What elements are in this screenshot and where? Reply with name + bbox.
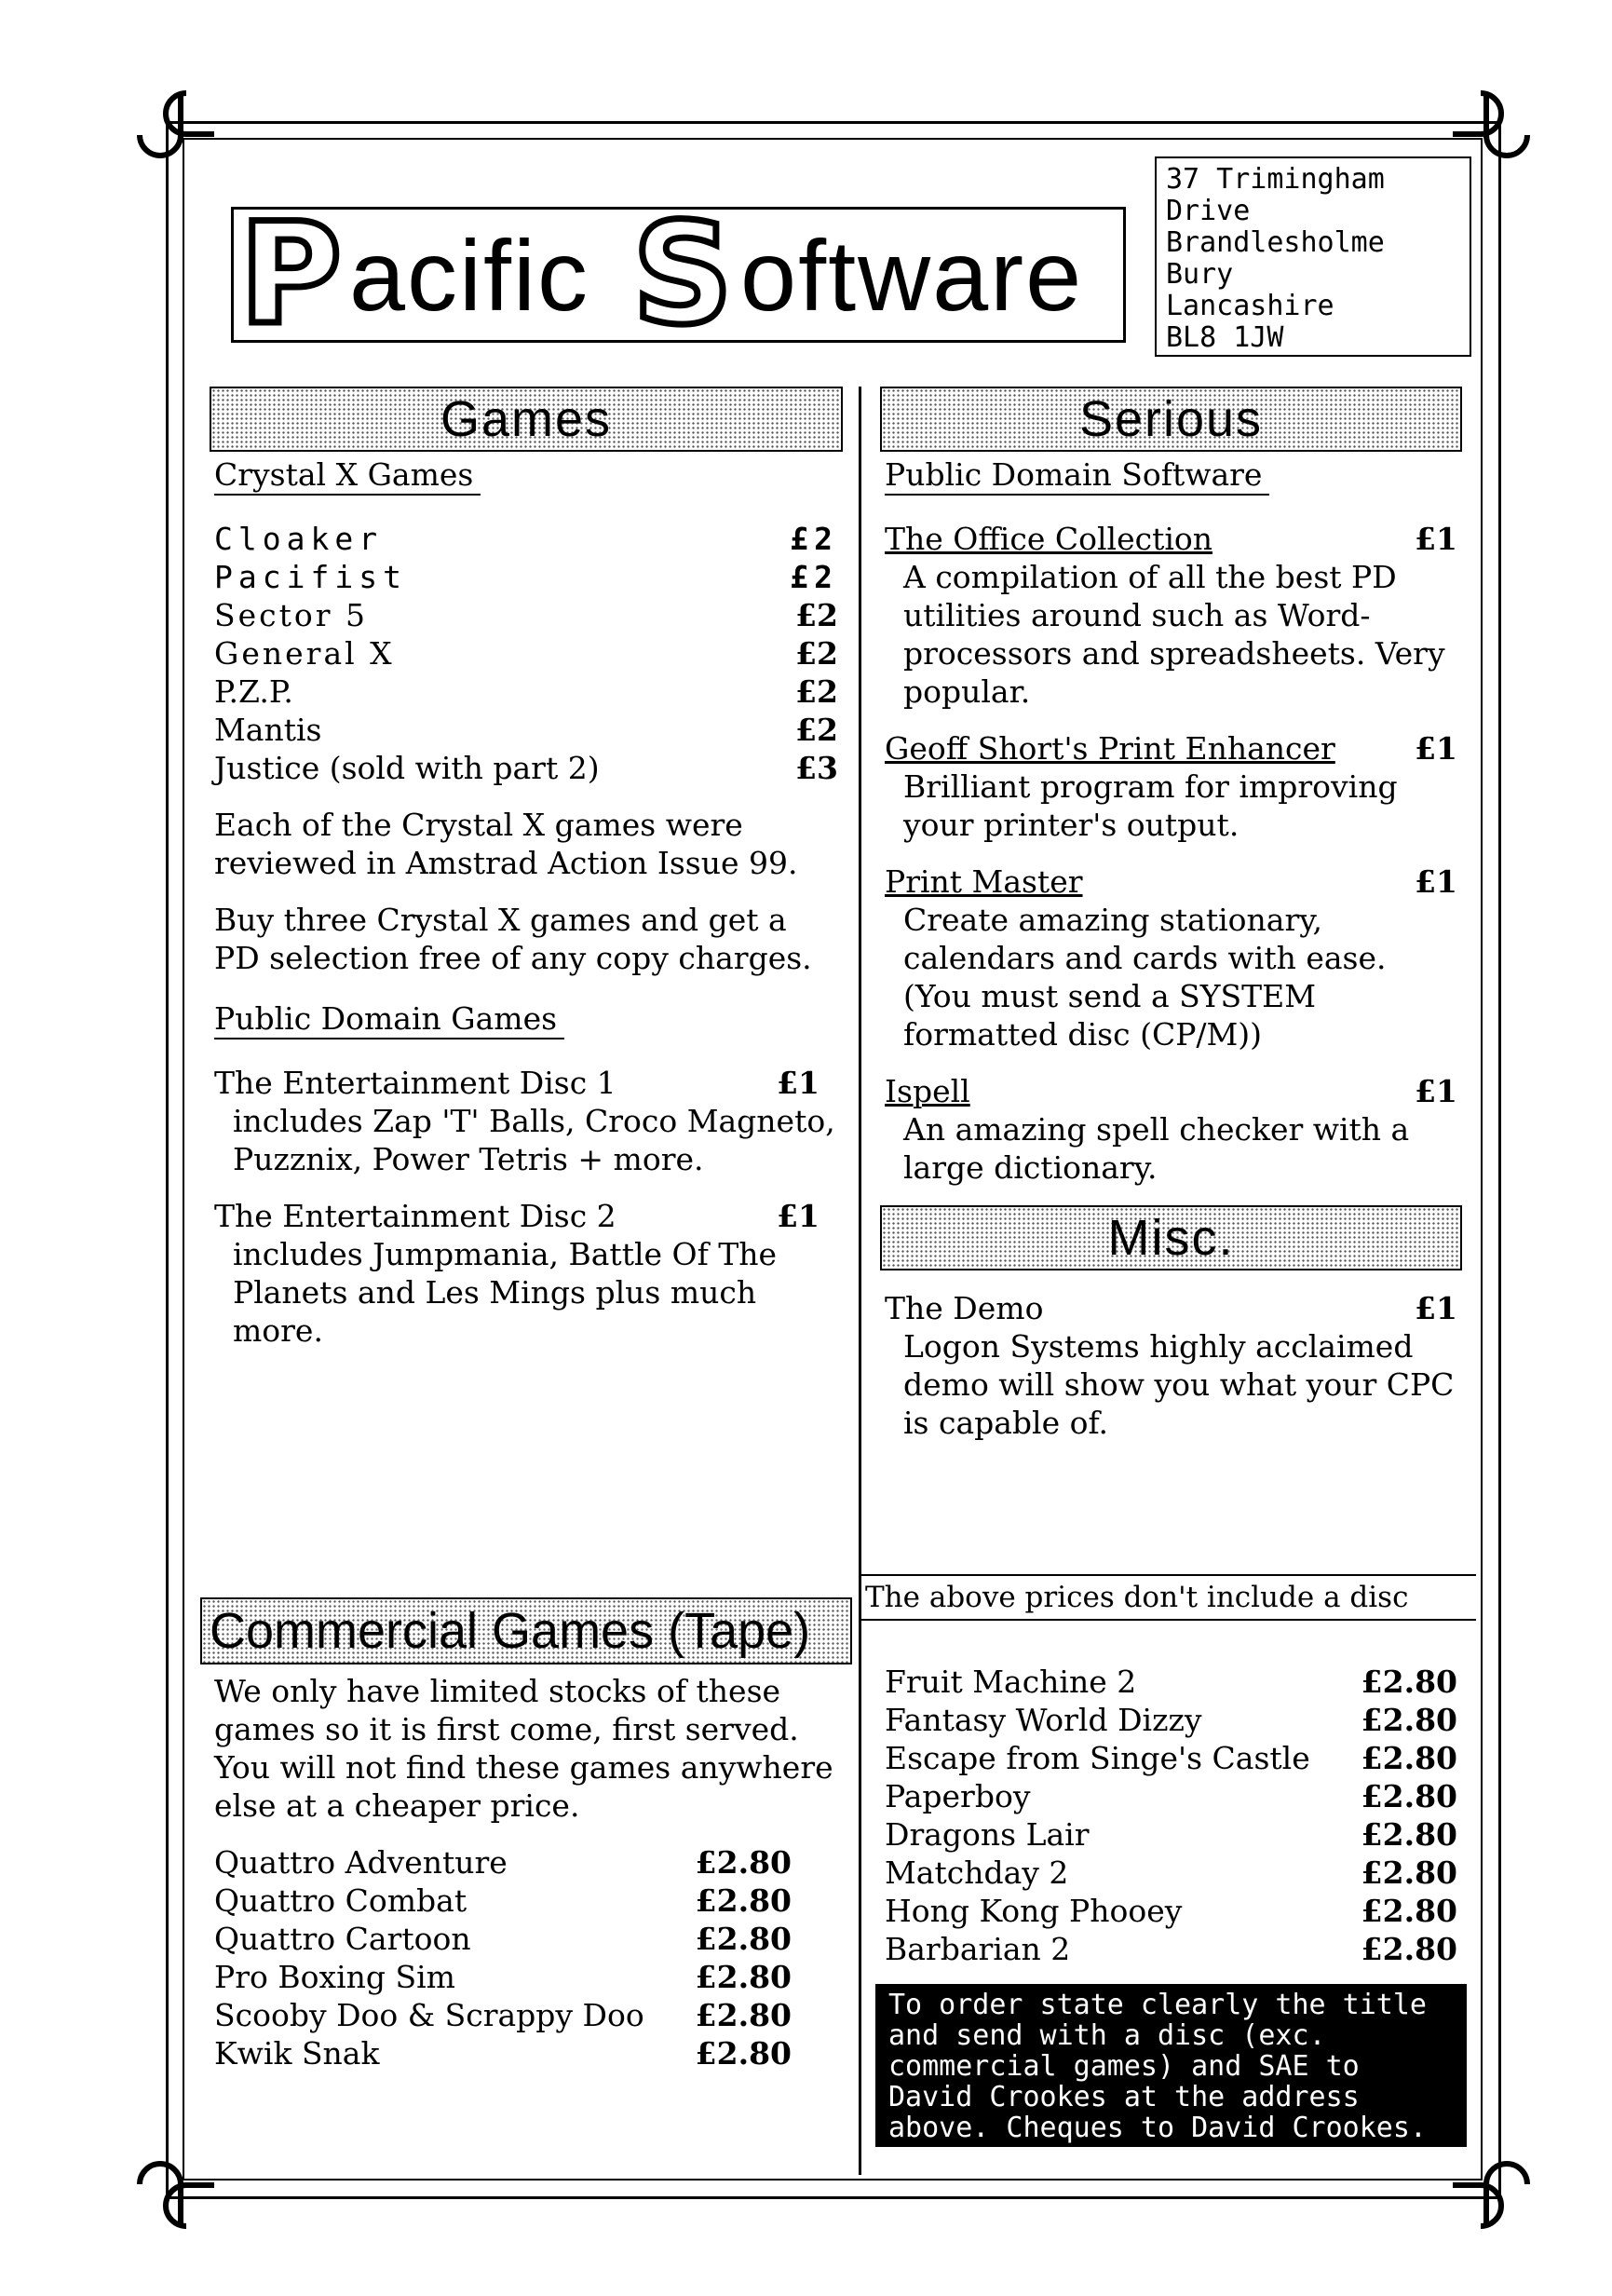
list-item: Fruit Machine 2 £2.80 <box>885 1664 1457 1700</box>
list-item: Mantis £2 <box>214 712 838 748</box>
commercial-list-right <box>880 1663 1462 1968</box>
list-item: Paperboy £2.80 <box>885 1778 1457 1814</box>
list-item: Ispell £1 <box>885 1073 1457 1109</box>
commercial-intro: We only have limited stocks of these games so it is first come, first served. You will not find these games anywhere else at a cheaper price. <box>214 1673 833 1824</box>
list-item: Print Master £1 <box>885 863 1457 900</box>
list-item: Quattro Cartoon £2.80 <box>214 1921 792 1957</box>
list-item: The Office Collection £1 <box>885 521 1457 557</box>
list-item: Sector 5 £2 <box>214 597 838 633</box>
disc-note: The above prices don't include a disc <box>861 1574 1476 1621</box>
crystal-offer: Buy three Crystal X games and get a PD selection free of any copy charges. <box>214 902 812 976</box>
address-line: Bury <box>1166 258 1234 291</box>
address-line: 37 Trimingham <box>1166 163 1385 196</box>
serious-column <box>880 387 1462 1442</box>
list-item: Fantasy World Dizzy £2.80 <box>885 1702 1457 1738</box>
corner-knot-top-left <box>121 84 224 186</box>
list-item: Dragons Lair £2.80 <box>885 1816 1457 1853</box>
list-item: Matchday 2 £2.80 <box>885 1854 1457 1891</box>
serious-banner: Serious <box>880 387 1462 452</box>
commercial-section <box>210 1672 843 2072</box>
list-item: The Entertainment Disc 2 £1 <box>214 1198 820 1234</box>
list-item: The Entertainment Disc 1 £1 <box>214 1065 820 1101</box>
pd-games-heading: Public Domain Games <box>214 999 564 1039</box>
list-item: P.Z.P. £2 <box>214 673 838 710</box>
address-line: Lancashire <box>1166 290 1334 322</box>
item-description: An amazing spell checker with a large dictionary. <box>903 1111 1410 1186</box>
item-description: includes Jumpmania, Battle Of The Planets and Les Mings plus much more. <box>233 1236 778 1349</box>
commercial-banner: Commercial Games (Tape) <box>200 1597 852 1664</box>
column-divider <box>859 387 861 2175</box>
list-item: Kwik Snak £2.80 <box>214 2035 792 2072</box>
games-column <box>210 387 843 1350</box>
crystal-heading: Crystal X Games <box>214 455 481 496</box>
address-line: BL8 1JW <box>1166 321 1284 354</box>
item-description: includes Zap 'T' Balls, Croco Magneto, Puzznix, Power Tetris + more. <box>233 1103 835 1177</box>
title-word-2: oftware <box>740 218 1084 332</box>
list-item: Pacifist £2 <box>214 559 838 595</box>
corner-knot-bottom-right <box>1443 2133 1546 2235</box>
crystal-note: Each of the Crystal X games were reviewed in Amstrad Action Issue 99. <box>214 807 798 881</box>
list-item: Geoff Short's Print Enhancer £1 <box>885 730 1457 767</box>
misc-banner: Misc. <box>880 1205 1462 1270</box>
list-item: Barbarian 2 £2.80 <box>885 1931 1457 1967</box>
item-description: Logon Systems highly acclaimed demo will show you what your CPC is capable of. <box>903 1328 1455 1441</box>
games-banner: Games <box>210 387 843 452</box>
list-item: Pro Boxing Sim £2.80 <box>214 1959 792 1995</box>
address-line: Drive <box>1166 195 1251 227</box>
list-item: Quattro Adventure £2.80 <box>214 1844 792 1881</box>
order-instructions: To order state clearly the title and send with a disc (exc. commercial games) and SAE to David Crookes at the address above. Cheques to David Crookes. <box>875 1984 1467 2147</box>
title-word-1: acific <box>348 218 589 332</box>
page-title <box>231 194 1126 356</box>
pd-software-heading: Public Domain Software <box>885 455 1269 496</box>
address-line: Brandlesholme <box>1166 226 1385 259</box>
title-initial-p: P <box>239 194 344 356</box>
corner-knot-bottom-left <box>121 2133 224 2235</box>
list-item: The Demo £1 <box>885 1290 1457 1326</box>
list-item: General X £2 <box>214 635 838 672</box>
address-box <box>1155 156 1471 357</box>
list-item: Quattro Combat £2.80 <box>214 1882 792 1919</box>
item-description: A compilation of all the best PD utilities around such as Word-processors and spreadsheets. Very popular. <box>903 559 1445 710</box>
item-description: Create amazing stationary, calendars and cards with ease. (You must send a SYSTEM formatted disc (CP/M)) <box>903 902 1387 1053</box>
item-description: Brilliant program for improving your printer's output. <box>903 768 1398 843</box>
list-item: Justice (sold with part 2) £3 <box>214 750 838 786</box>
list-item: Hong Kong Phooey £2.80 <box>885 1893 1457 1929</box>
list-item: Cloaker £2 <box>214 521 838 557</box>
title-initial-s: S <box>632 194 736 356</box>
list-item: Scooby Doo & Scrappy Doo £2.80 <box>214 1997 792 2033</box>
list-item: Escape from Singe's Castle £2.80 <box>885 1740 1457 1776</box>
